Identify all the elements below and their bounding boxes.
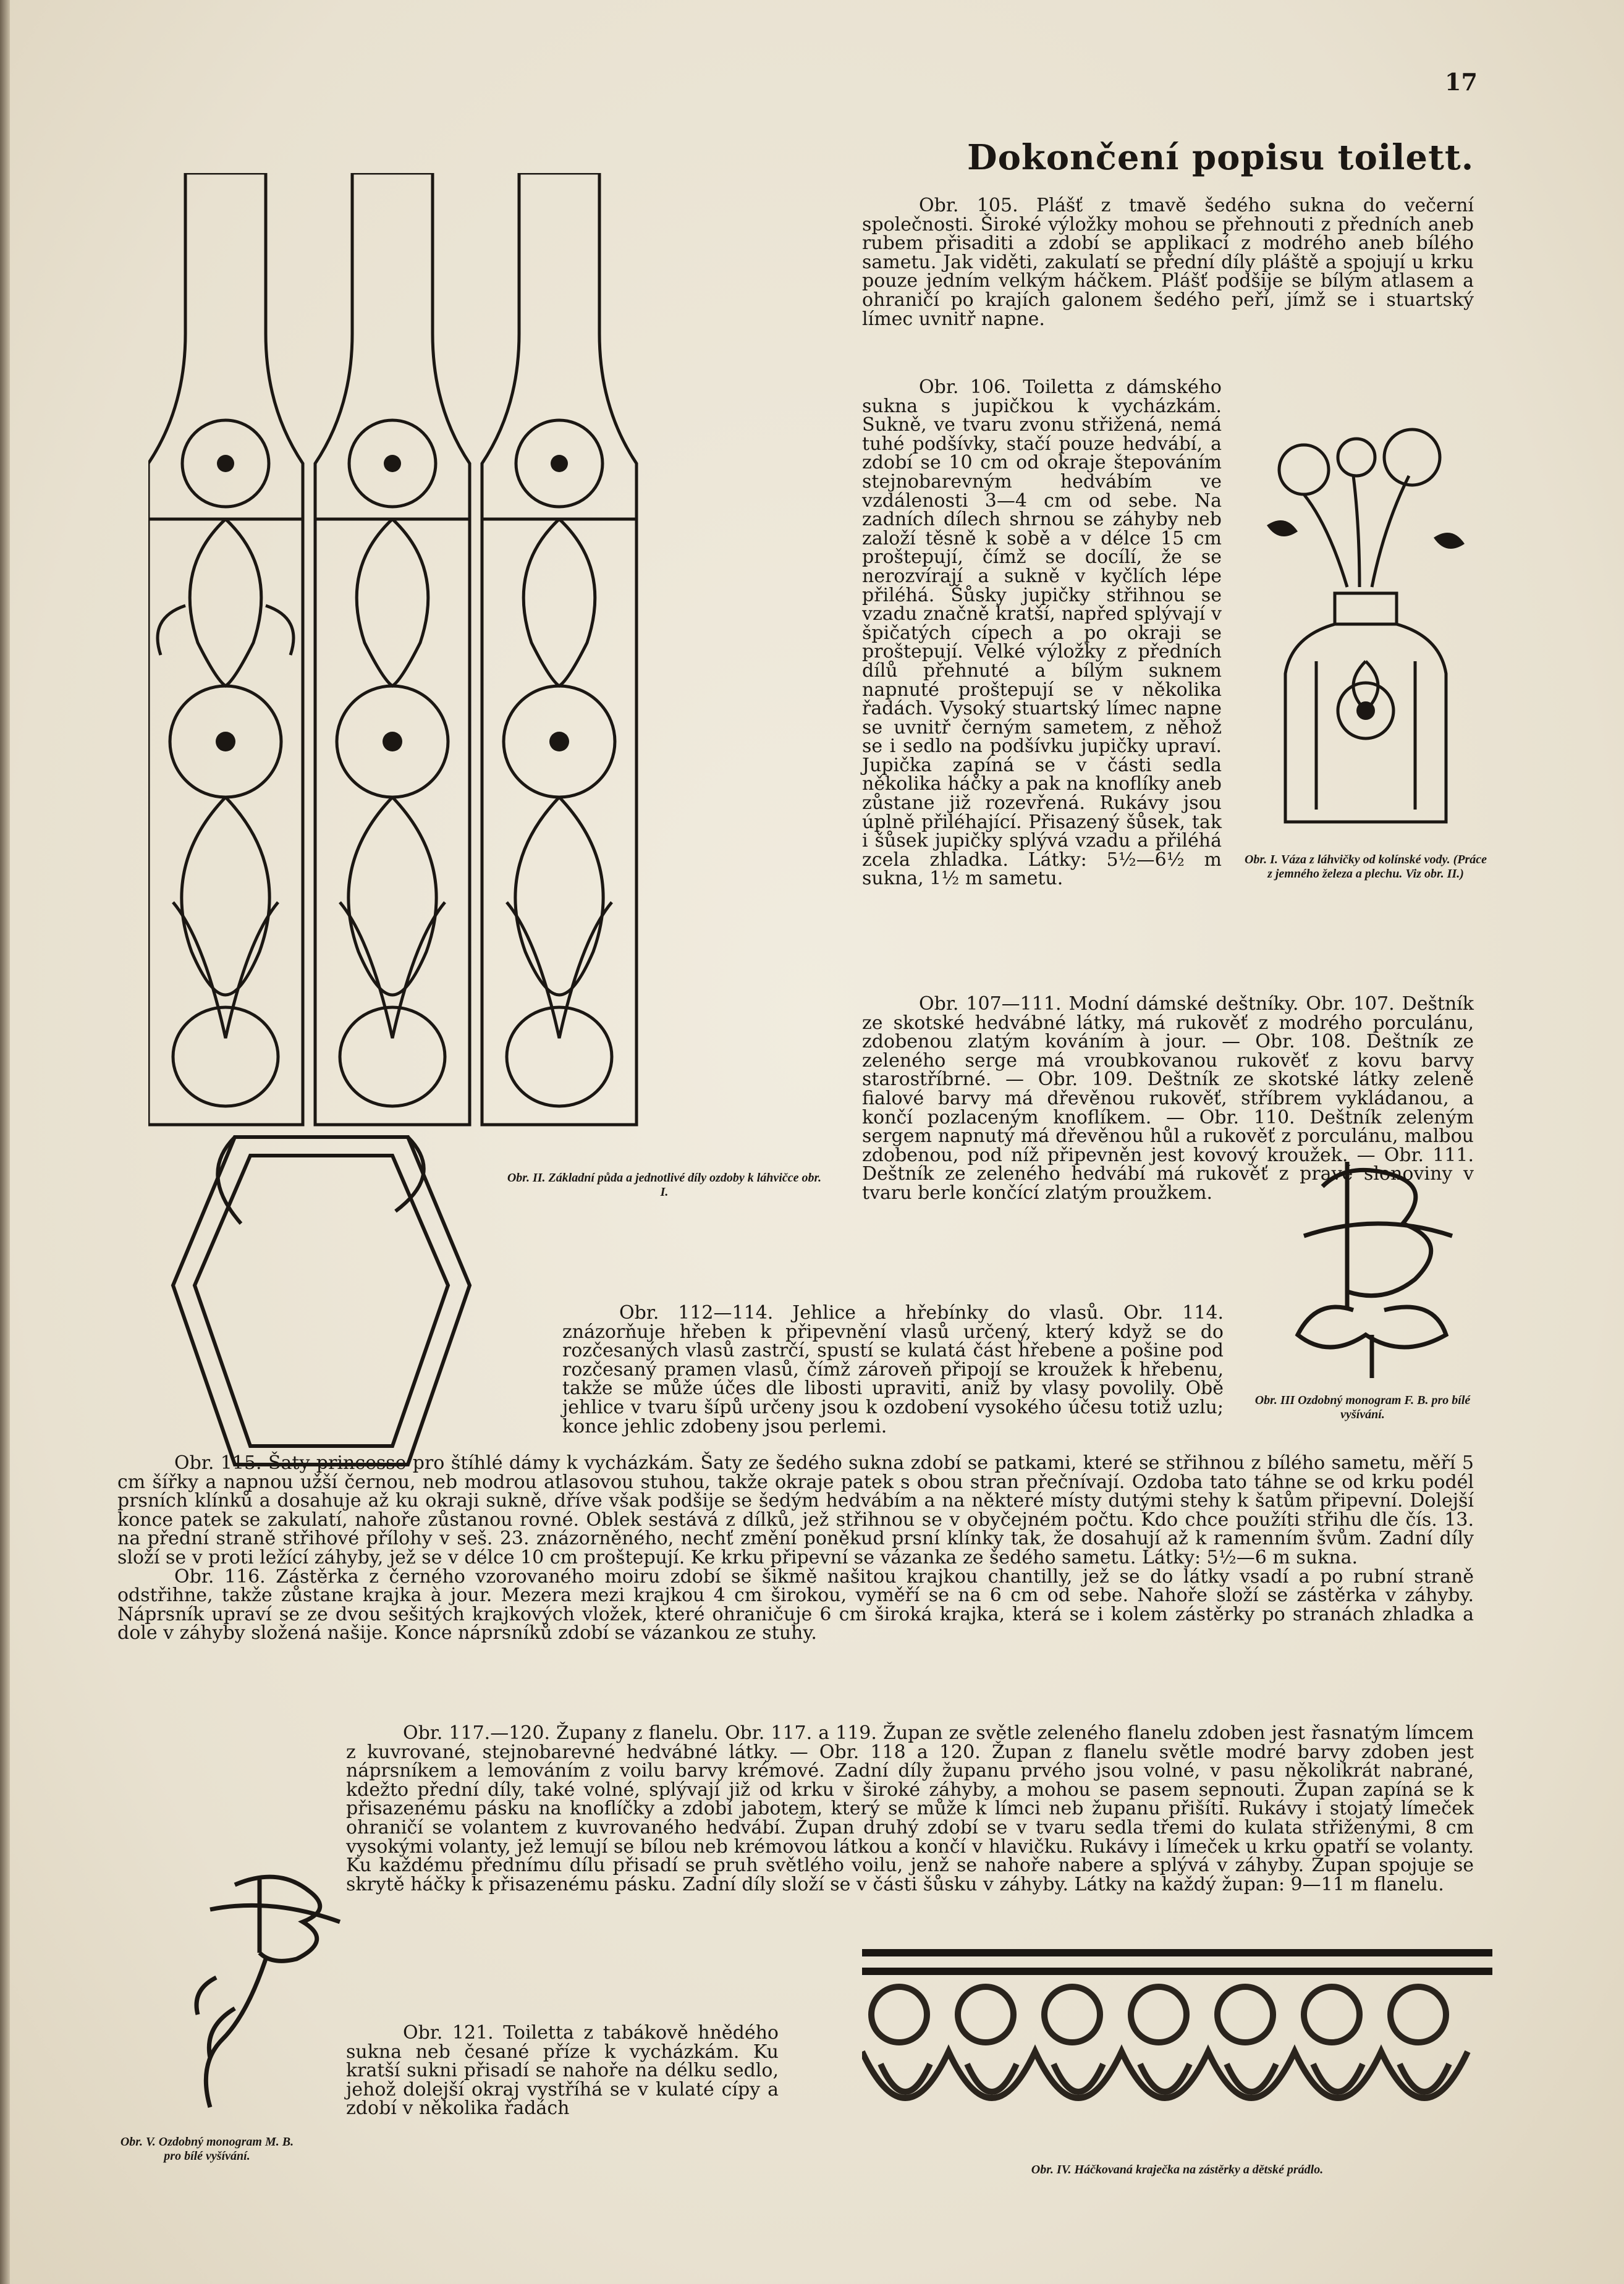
figure-v-caption: Obr. V. Ozdobný monogram M. B. pro bílé vyšívání. [120,2135,294,2163]
figure-iv-caption: Obr. IV. Háčkovaná kraječka na zástěrky a dětské prádlo. [1031,2163,1324,2176]
figure-iv-crochet-lace [862,1940,1492,2151]
article-text-obr-112 [562,1304,1224,1436]
article-text-obr-115 [117,1454,1474,1643]
article-text-obr-105 [862,197,1474,329]
article-text-obr-117 [346,1724,1474,1894]
paragraph: Obr. 106. Toiletta z dámského sukna s jupičkou k vycházkám. Sukně, ve tvaru zvonu střižená, nemá tuhé podšívky, stačí pouze hedvábí, a zdobí se 10 cm od okraje štepováním stejnobarevným hedvábím ve vzdálenosti 3—4 cm od sebe. Na zadních dílech shrnou se záhyby neb založí těsně k sobě a v délce 15 cm proštepují, čímž se docílí, že se nerozvírají a sukně v kyčlích lépe přiléhá. Šůsky jupičky střihnou se vzadu značně kratší, napřed splývají v špičatých cípech a po okraji se proštepují. Velké výložky z předních dílů přehnuté a bílým suknem napnuté proštepují se v několika řadách. Vysoký stuartský límec napne se uvnitř černým sametem, z něhož se i sedlo na podšívku jupičky upraví. Jupička zapíná se v části sedla několika háčky a pak na knoflíky aneb zůstane již rozevřená. Rukávy jsou úplně přiléhající. Přisazený šůsek, tak i šůsek jupičky splývá vzadu a přiléhá zcela zhladka. Látky: 5½—6½ m sukna, 1½ m sametu. [862,376,1222,890]
paragraph: Obr. 116. Zástěrka z černého vzorovaného moiru zdobí se šikmě našitou krajkou chantilly, jež se do látky vsadí a po rubní straně odstřihne, takže zůstane krajka à jour. Mezera mezi krajkou 4 cm širokou, vyměří se na 6 cm od sebe. Nahoře složí se zástěrka v záhyby. Náprsník upraví se ze dvou sešitých krajkových vložek, které ohraničuje 6 cm široká krajka, která se i kolem zástěrky po stranách zhladka a dole v záhyby složená našije. Konce náprsníků zdobí se vázankou ze stuhy. [117,1565,1474,1644]
paragraph: Obr. 112—114. Jehlice a hřebínky do vlasů. Obr. 114. znázorňuje hřeben k připevnění vlasů určený, který když se do rozčesaných vlasů zastrčí, spustí se kulatá část hřebene a pošine pod rozčesaný pramen vlasů, čímž zároveň připojí se kroužek k hřebenu, takže se může účes dle libosti upraviti, aniž by vlasy povolily. Obě jehlice v tvaru šípů určeny jsou k ozdobení vysokého účesu totiž uzlu; konce jehlic zdobeny jsou perlemi. [562,1302,1224,1437]
paragraph: Obr. 105. Plášť z tmavě šedého sukna do večerní společnosti. Široké výložky mohou se přehnouti z předních aneb rubem přisaditi a zdobí se applikací z modrého aneb bílého sametu. Jak viděti, zakulatí se přední díly pláště a spojují u krku pouze jedním velkým háčkem. Plášť podšije se bílým atlasem a ohraničí po krajích galonem šedého peří, jímž se i stuartský límec uvnitř napne. [862,195,1474,330]
article-text-obr-107 [862,995,1474,1203]
paragraph: Obr. 115. Šaty princesse pro štíhlé dámy k vycházkám. Šaty ze šedého sukna zdobí se patkami, které se střihnou z bílého sametu, měří 5 cm šířky a napnou užší černou, neb modrou atlasovou stuhou, takže okraje patek s obou stran přečnívají. Ozdoba tato táhne se od krku podél prsních klínků a dosahuje až ku okraji sukně, dříve však podšije se šedým hedvábím a na některé místy dutými stehy k šatům připevní. Dolejší konce patek se zakulatí, nahoře zůstanou rovné. Oblek sestává z dílků, jež střihnou se v obyčejném počtu. Kdo chce použíti střihu dle čís. 13. na přední straně střihové přílohy v seš. 23. znázorněného, nechť změní poněkud prsní klínky tak, že dosahují až k ramenním švům. Zadní díly složí se v proti ležící záhyby, jež se v délce 10 cm proštepují. Ke krku připevní se vázanka ze šedého sametu. Látky: 5½—6 m sukna. [117,1452,1474,1568]
article-text-obr-106 [862,378,1222,889]
page-number: 17 [1445,68,1478,96]
page-title: Dokončení popisu toilett. [967,137,1474,178]
paragraph: Obr. 107—111. Modní dámské deštníky. Obr. 107. Deštník ze skotské hedvábné látky, má rukověť z modrého porculánu, zdobenou zlatým kováním à jour. — Obr. 108. Deštník ze zeleného serge má vroubkovanou rukověť z kovu barvy starostříbrné. — Obr. 109. Deštník ze skotské látky zeleně fialové barvy má dřevěnou rukověť, stříbrem vykládanou, a končí pozlaceným knoflíkem. — Obr. 110. Deštník zeleným sergem napnutý má dřevěnou hůl a rukověť z porculánu, malbou zdobenou, pod níž připevněn jest kovový kroužek. — Obr. 111. Deštník ze zeleného hedvábí má rukověť z pravé slonoviny v tvaru berle končící zlatým proužkem. [862,993,1474,1204]
binding-spine [0,0,10,2284]
figure-i-vase [1254,402,1477,834]
paragraph: Obr. 121. Toiletta z tabákově hnědého sukna neb česané příze k vycházkám. Ku kratší sukni přisadí se nahoře na délku sedlo, jehož dolejší okraj vystříhá se v kulaté cípy a zdobí v několika řadách [346,2022,779,2120]
figure-ii-bottle-panels [148,173,643,1502]
article-text-obr-121 [346,2024,779,2118]
figure-iii-caption: Obr. III Ozdobný monogram F. B. pro bílé vyšívání. [1254,1394,1471,1421]
figure-v-monogram-mb [173,1854,358,2113]
figure-ii-caption: Obr. II. Základní půda a jednotlivé díly ozdoby k láhvičce obr. I. [507,1171,822,1199]
figure-i-caption: Obr. I. Váza z láhvičky od kolínské vody. (Práce z jemného železa a plechu. Viz obr. II.) [1244,853,1487,881]
paragraph: Obr. 117.—120. Župany z flanelu. Obr. 117. a 119. Župan ze světle zeleného flanelu zdoben jest řasnatým límcem z kuvrované, stejnobarevné hedvábné látky. — Obr. 118 a 120. Župan z flanelu světle modré barvy zdoben jest náprsníkem a lemováním z voilu barvy krémové. Zadní díly županu prvého jsou volné, v pasu několikrát nabrané, kdežto přední díly, také volné, splývají již od krku v široké záhyby, a mohou se pasem sepnouti. Župan zapíná se k přisazenému pásku na knoflíčky a zdobí jabotem, který se může k límci neb županu přišíti. Rukávy i stojatý límeček ohraničí se volantem z kuvrovaného hedvábí. Župan druhý zdobí se v tvaru sedla třemi do kulata střiženými, 8 cm vysokými volanty, jež lemují se bílou neb krémovou látkou a končí v hlavičku. Rukávy i límeček u krku opatří se volanty. Ku každému přednímu dílu přisadí se pruh světlého voilu, jenž se nahoře nabere a splývá v záhyby. Župan spojuje se skrytě háčky k přisazenému pásku. Zadní díly složí se v části šůsku v záhyby. Látky na každý župan: 9—11 m flanelu. [346,1722,1474,1895]
